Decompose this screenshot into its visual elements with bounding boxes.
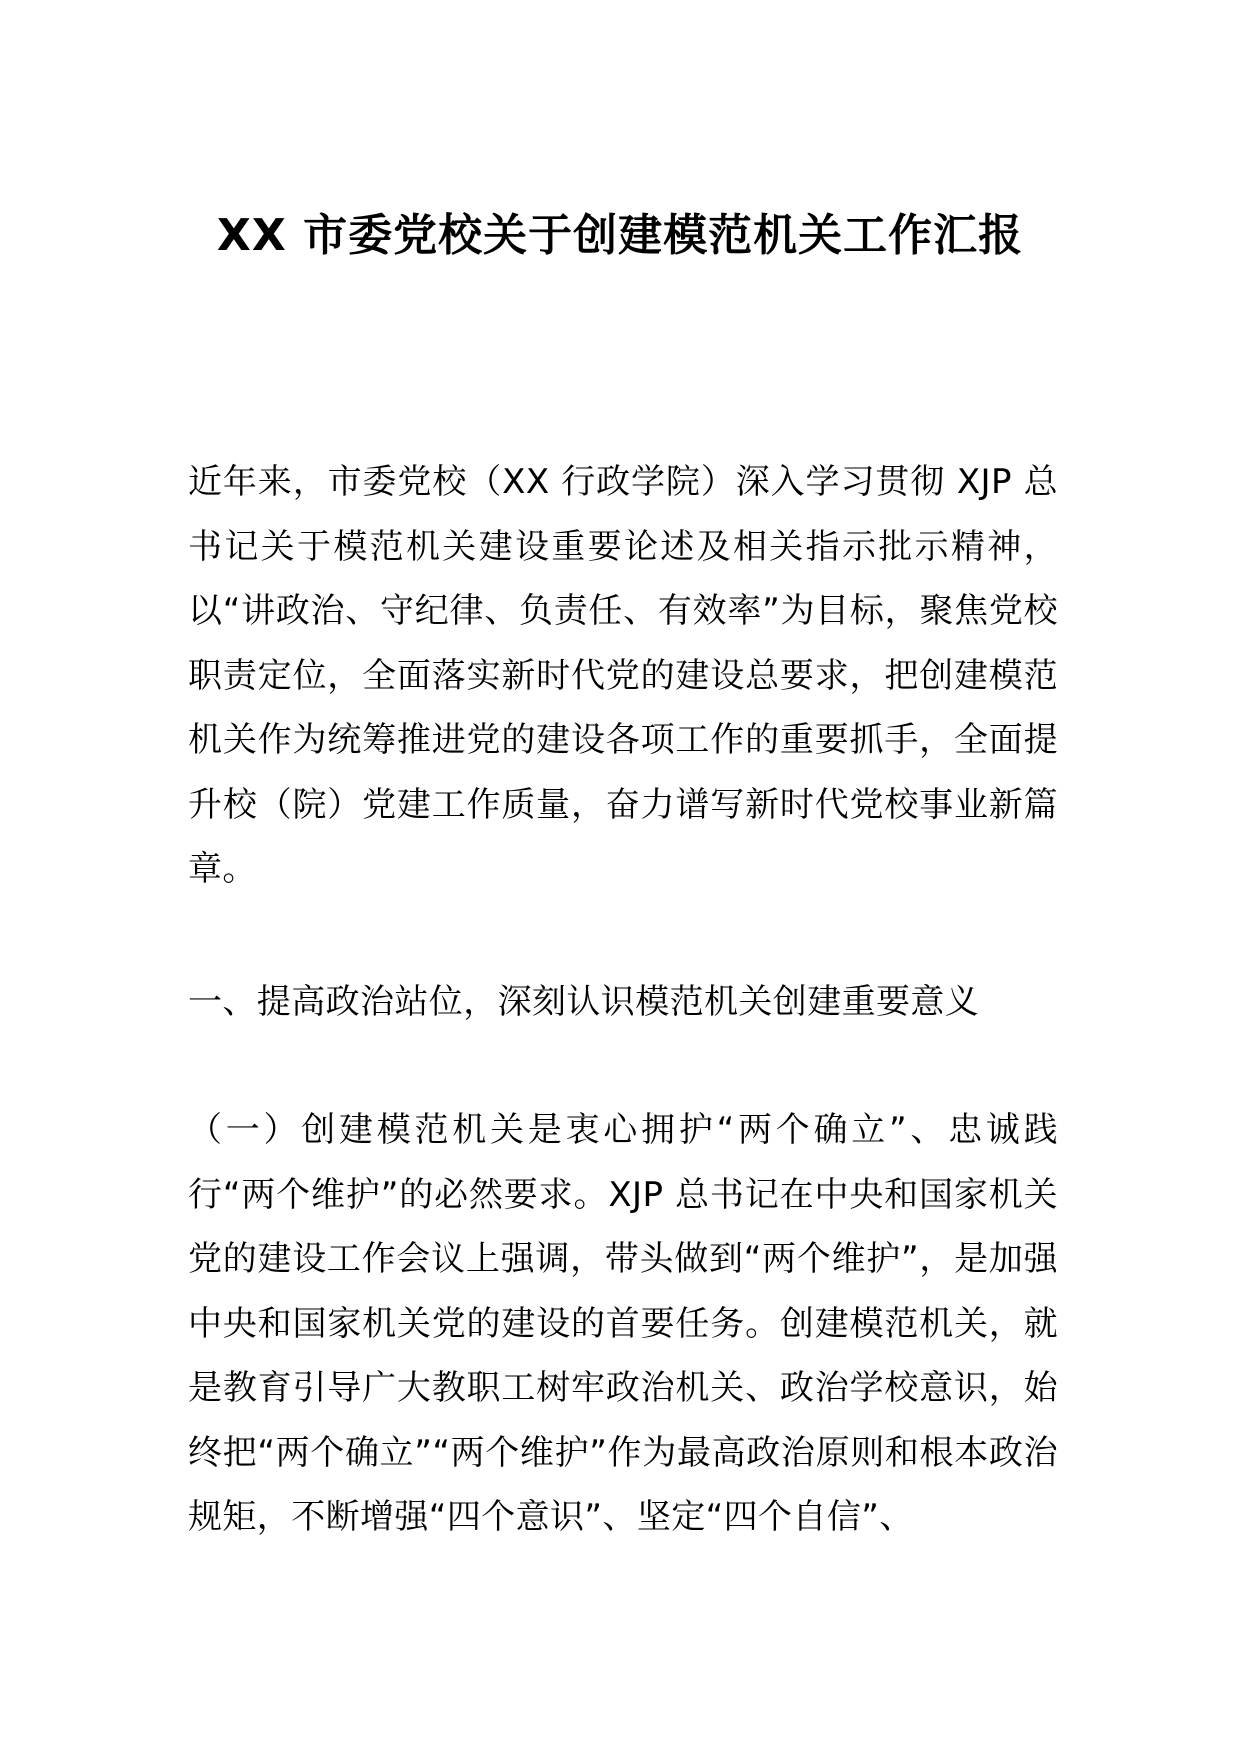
intro-paragraph: 近年来，市委党校（XX 行政学院）深入学习贯彻 XJP 总书记关于模范机关建设重要论述及相关指示批示精神，以“讲政治、守纪律、负责任、有效率”为目标，聚焦党校职责定位，全面落实新时代党的建设总要求，把创建模范机关作为统筹推进党的建设各项工作的重要抓手，全面提升校（院）党建工作质量，奋力谱写新时代党校事业新篇章。 <box>188 462 1058 889</box>
section-heading: 一、提高政治站位，深刻认识模范机关创建重要意义 <box>188 982 980 1022</box>
section-paragraph: （一）创建模范机关是衷心拥护“两个确立”、忠诚践行“两个维护”的必然要求。XJP 总书记在中央和国家机关党的建设工作会议上强调，带头做到“两个维护”，是加强中央和国家机关党的建设的首要任务。创建模范机关，就是教育引导广大教职工树牢政治机关、政治学校意识，始终把“两个确立”“两个维护”作为最高政治原则和根本政治规矩，不断增强“四个意识”、坚定“四个自信”、 <box>188 1110 1058 1537</box>
document-title: XX 市委党校关于创建模范机关工作汇报 <box>216 210 1024 261</box>
